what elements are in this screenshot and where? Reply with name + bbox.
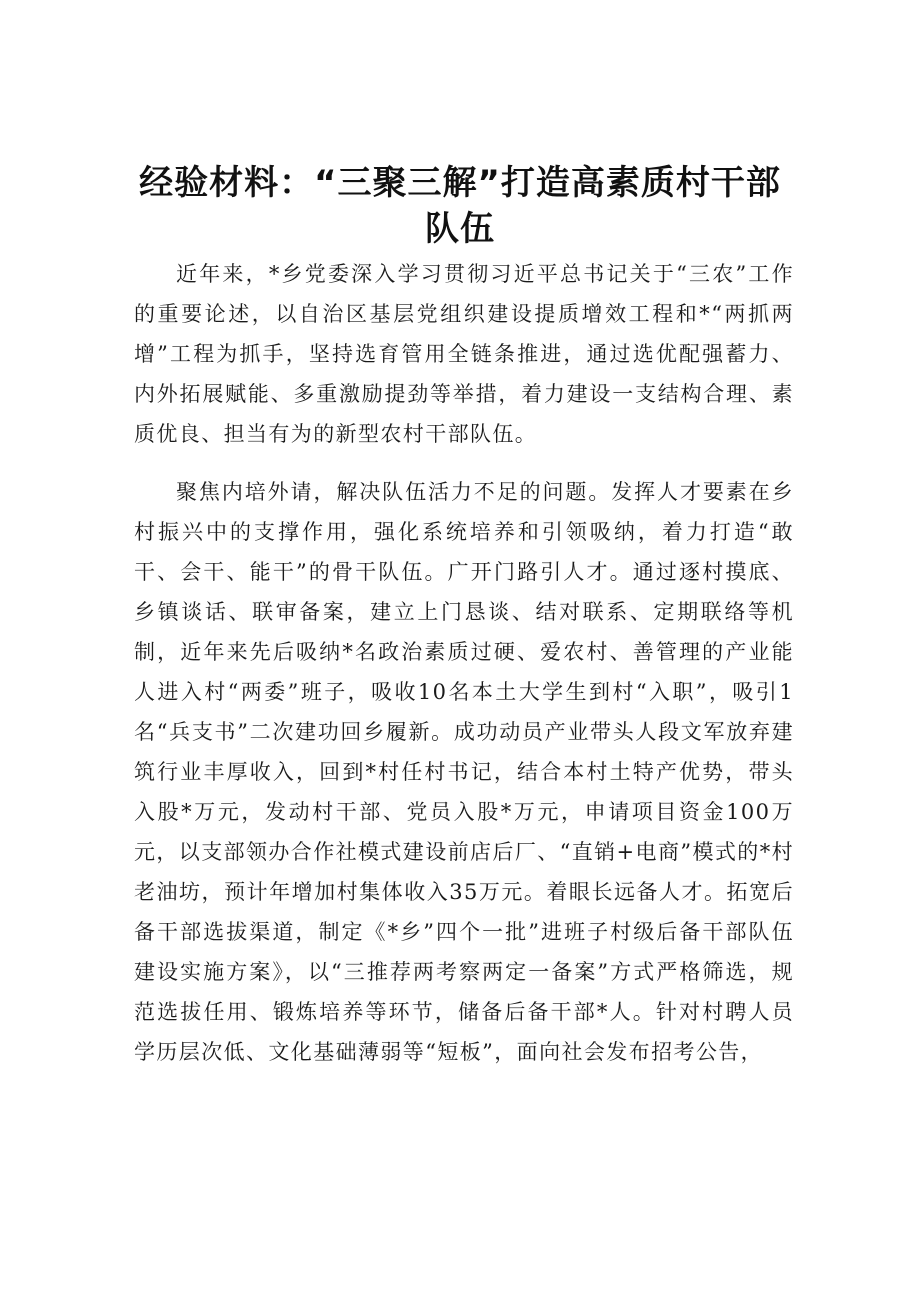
document-title: 经验材料：“三聚三解”打造高素质村干部队伍 (139, 163, 781, 249)
paragraph-intro: 近年来，*乡党委深入学习贯彻习近平总书记关于“三农”工作的重要论述，以自治区基层党组织建设提质增效工程和*“两抓两增”工程为抓手，坚持选育管用全链条推进，通过选优配强蓄力、内外拓展赋能、多重激励提劲等举措，着力建设一支结构合理、素质优良、担当有为的新型农村干部队伍。 (134, 262, 794, 446)
document-body (134, 254, 794, 1090)
paragraph-talent: 聚焦内培外请，解决队伍活力不足的问题。发挥人才要素在乡村振兴中的支撑作用，强化系统培养和引领吸纳，着力打造“敢干、会干、能干”的骨干队伍。广开门路引人才。通过逐村摸底、乡镇谈话、联审备案，建立上门恳谈、结对联系、定期联络等机制，近年来先后吸纳*名政治素质过硬、爱农村、善管理的产业能人进入村“两委”班子，吸收10名本土大学生到村“入职”，吸引1名“兵支书”二次建功回乡履新。成功动员产业带头人段文军放弃建筑行业丰厚收入，回到*村任村书记，结合本村土特产优势，带头入股*万元，发动村干部、党员入股*万元，申请项目资金100万元，以支部领办合作社模式建设前店后厂、“直销+电商”模式的*村老油坊，预计年增加村集体收入35万元。着眼长远备人才。拓宽后备干部选拔渠道，制定《*乡”四个一批”进班子村级后备干部队伍建设实施方案》，以“三推荐两考察两定一备案”方式严格筛选，规范选拔任用、锻炼培养等环节，储备后备干部*人。针对村聘人员学历层次低、文化基础薄弱等“短板”，面向社会发布招考公告， (134, 480, 794, 1064)
